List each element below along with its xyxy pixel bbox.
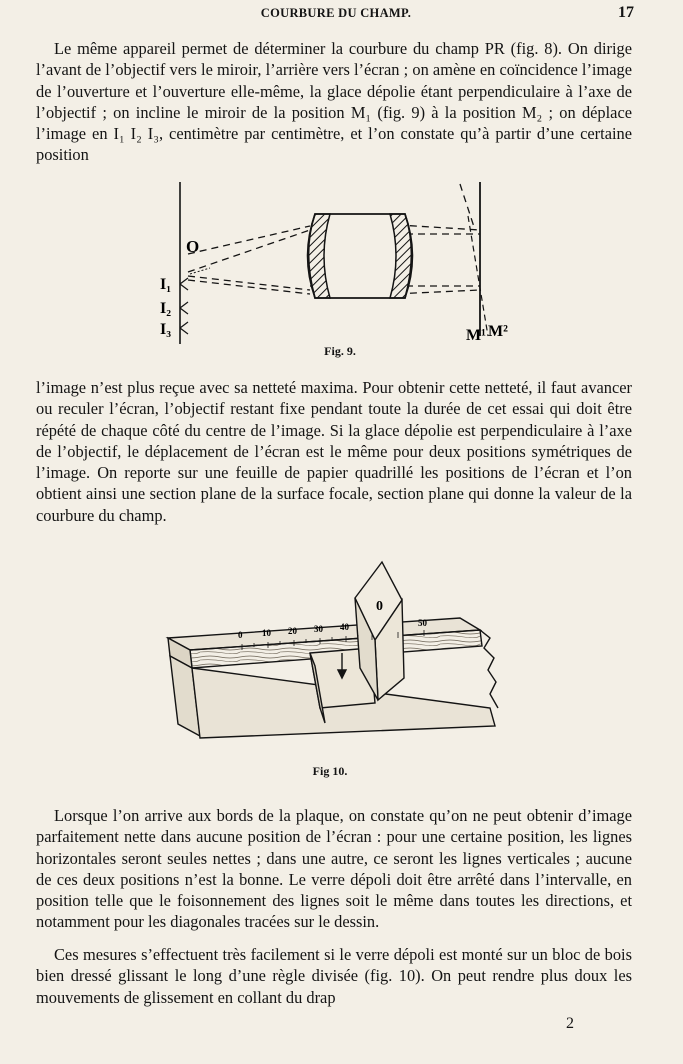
- paragraph-1: Le même appareil permet de déterminer la courbure du champ PR (fig. 8). On dirige l’avant de l’objectif vers le miroir, l’arrière vers l’écran ; on amène en coïncidence l’image de l’ouverture et l’ouverture elle-même, la glace dépolie étant perpendiculaire à l’axe de l’objectif ; on incline le miroir de la position M₁ (fig. 9) à la position M₂ ; on déplace l’image en I₁ I₂ I₃, centimètre par centimètre, et l’on constate qu’à partir d’une certaine position: [36, 39, 632, 165]
- scale-mark-10: 10: [262, 628, 271, 638]
- running-title: COURBURE DU CHAMP.: [260, 6, 412, 20]
- figure-10-drawing: [160, 558, 505, 748]
- paragraph-2: l’image n’est plus reçue avec sa netteté maxima. Pour obtenir cette netteté, il faut avancer ou reculer l’écran, l’objectif restant fixe pendant toute la durée de cet essai qui doit être répété de chaque côté du centre de l’image. Si la glace dépolie est perpendiculaire à l’axe de l’objectif, le déplacement de l’écran est le même pour deux positions symétriques de l’image. On reporte sur une feuille de papier quadrillé les positions de l’écran et l’on obtient ainsi une section plane de la surface focale, section plane qui donne la valeur de la courbure du champ.: [36, 378, 632, 525]
- paragraph-3: Lorsque l’on arrive aux bords de la plaque, on constate qu’on ne peut obtenir d’image parfaitement nette dans aucune position de l’écran : pour une certaine position, les lignes horizontales seront seules nettes ; dans une autre, ce seront les lignes verticales ; aucune de ces deux positions n’est la bonne. Le verre dépoli doit être arrêté dans l’intervalle, en position telle que le foisonnement des lignes soit le même dans toutes les directions, et notamment pour les diagonales tracées sur le dessin.: [36, 806, 632, 932]
- label-m2: M²: [488, 323, 508, 340]
- scale-mark-20: 20: [288, 626, 297, 636]
- page-header: [36, 6, 636, 26]
- label-i1: I₁: [160, 276, 172, 293]
- scale-mark-30: 30: [314, 624, 323, 634]
- figure-10: [160, 558, 505, 748]
- figure-10-caption: Fig 10.: [312, 764, 348, 778]
- figure-9-caption: Fig. 9.: [324, 344, 356, 358]
- paragraph-4: Ces mesures s’effectuent très facilement si le verre dépoli est monté sur un bloc de bois bien dressé glissant le long d’une règle divisée (fig. 10). On peut rendre plus doux les mouvements de glissement en collant du drap: [36, 945, 632, 1007]
- figure-9-drawing: [150, 176, 510, 344]
- label-i3: I₃: [160, 321, 172, 338]
- scale-mark-0: 0: [238, 630, 243, 640]
- figure-9: [150, 176, 510, 344]
- slider-label: 0: [376, 599, 383, 614]
- label-o: O: [186, 237, 200, 256]
- objective-lens: [308, 214, 413, 298]
- scale-mark-40: 40: [340, 622, 349, 632]
- page-number: 17: [618, 4, 634, 21]
- label-m1: M¹: [466, 327, 486, 344]
- label-i2: I₂: [160, 300, 172, 317]
- signature-mark: 2: [566, 1015, 574, 1032]
- scale-mark-50: 50: [418, 618, 427, 628]
